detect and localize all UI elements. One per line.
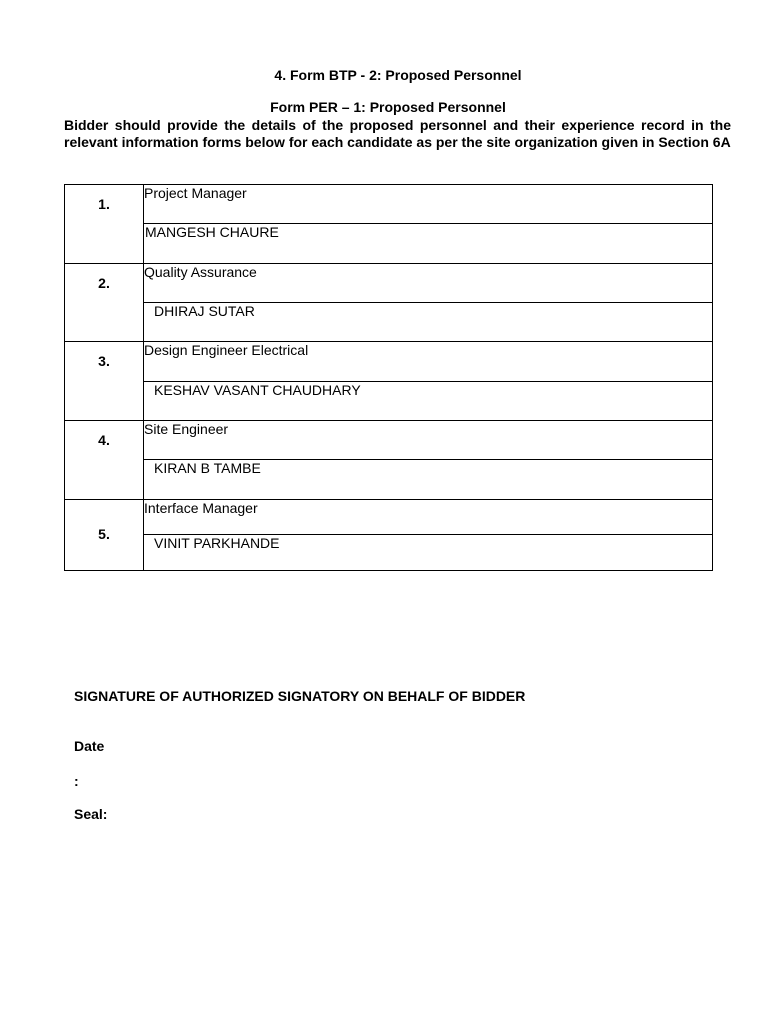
role-cell: Project Manager	[144, 185, 713, 224]
table-row	[65, 264, 713, 303]
form-title: 4. Form BTP - 2: Proposed Personnel	[274, 67, 522, 83]
row-number: 4.	[65, 421, 144, 500]
table-row	[65, 224, 713, 264]
role-cell: Interface Manager	[144, 500, 713, 535]
table-row	[65, 460, 713, 500]
name-cell	[144, 224, 713, 264]
row-number: 5.	[65, 500, 144, 571]
seal-label: Seal:	[74, 806, 108, 822]
table-row	[65, 421, 713, 460]
form-subtitle: Form PER – 1: Proposed Personnel	[270, 99, 506, 115]
role-cell: Site Engineer	[144, 421, 713, 460]
name-cell	[144, 303, 713, 342]
row-number: 2.	[65, 264, 144, 342]
instructions-paragraph: Bidder should provide the details of the proposed personnel and their experience record in the relevant information forms below for each candidate as per the site organization given in Section 6A	[64, 117, 731, 150]
name-cell	[144, 535, 713, 571]
personnel-name: MANGESH CHAURE	[145, 224, 279, 240]
name-cell	[144, 460, 713, 500]
name-cell	[144, 382, 713, 421]
table-row	[65, 535, 713, 571]
row-number: 3.	[65, 342, 144, 421]
table-row	[65, 500, 713, 535]
personnel-name: VINIT PARKHANDE	[154, 535, 280, 551]
table-row	[65, 185, 713, 224]
date-colon: :	[74, 773, 79, 789]
date-label: Date	[74, 738, 105, 754]
personnel-table	[64, 184, 713, 571]
role-cell: Quality Assurance	[144, 264, 713, 303]
table-row	[65, 342, 713, 382]
personnel-name: DHIRAJ SUTAR	[154, 303, 255, 319]
personnel-name: KIRAN B TAMBE	[154, 460, 261, 476]
table-row	[65, 303, 713, 342]
table-row	[65, 382, 713, 421]
personnel-name: KESHAV VASANT CHAUDHARY	[154, 382, 361, 398]
role-cell: Design Engineer Electrical	[144, 342, 713, 382]
signature-label: SIGNATURE OF AUTHORIZED SIGNATORY ON BEHALF OF BIDDER	[74, 688, 526, 704]
row-number: 1.	[65, 185, 144, 264]
